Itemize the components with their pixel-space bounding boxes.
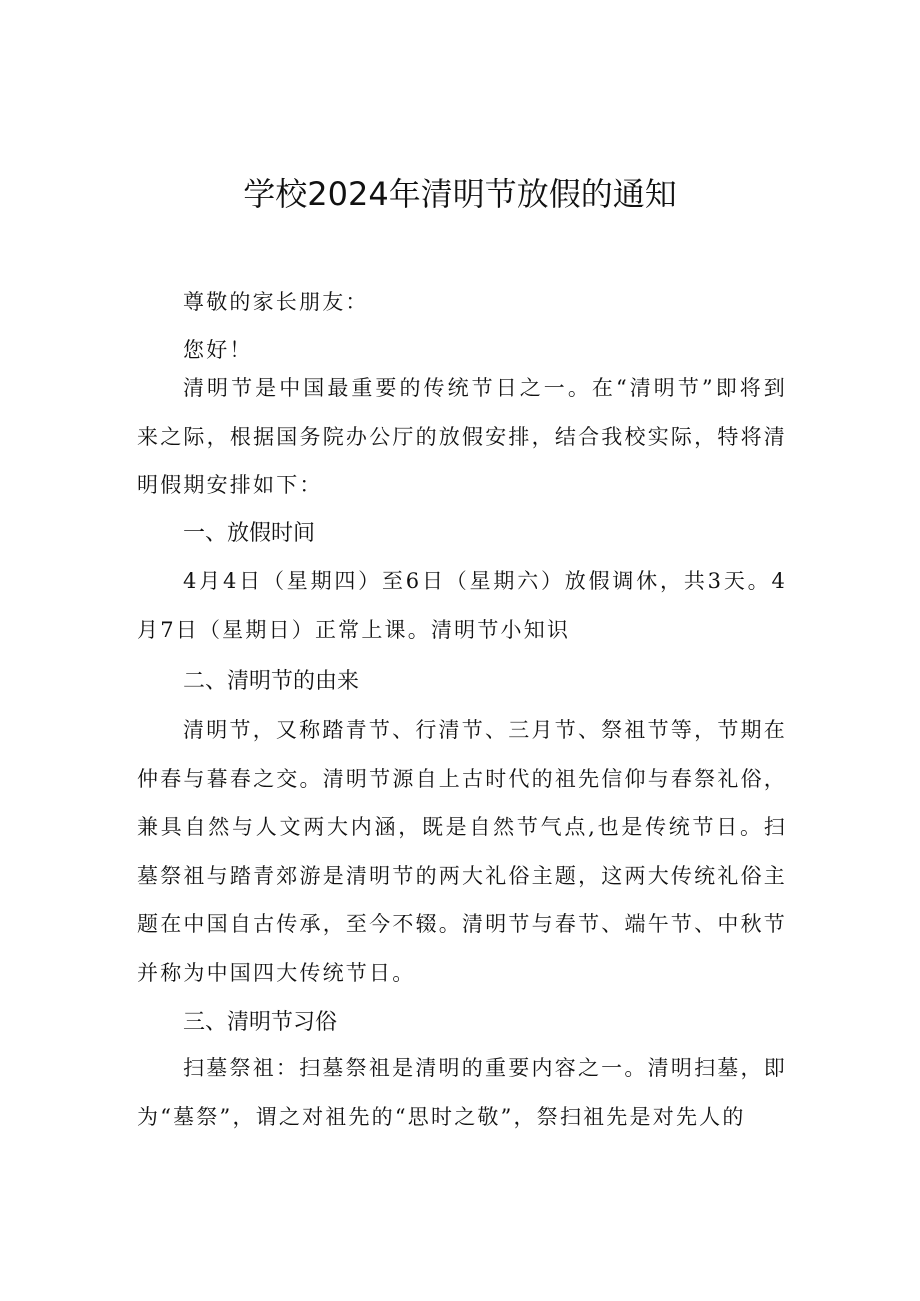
section-paragraph-holiday-time: 4月4日（星期四）至6日（星期六）放假调休，共3天。4月7日（星期日）正常上课。清明节小知识 bbox=[137, 569, 787, 642]
section-paragraph-origin: 清明节，又称踏青节、行清节、三月节、祭祖节等，节期在仲春与暮春之交。清明节源自上古时代的祖先信仰与春祭礼俗，兼具自然与人文两大内涵，既是自然节气点,也是传统节日。扫墓祭祖与踏青郊游是清明节的两大礼俗主题，这两大传统礼俗主题在中国自古传承，至今不辍。清明节与春节、端午节、中秋节并称为中国四大传统节日。 bbox=[137, 718, 787, 985]
intro-paragraph: 清明节是中国最重要的传统节日之一。在“清明节”即将到来之际，根据国务院办公厅的放假安排，结合我校实际，特将清明假期安排如下： bbox=[137, 376, 787, 497]
salutation: 尊敬的家长朋友： bbox=[183, 290, 369, 314]
document-title: 学校2024年清明节放假的通知 bbox=[243, 175, 677, 213]
section-heading-customs: 三、清明节习俗 bbox=[183, 1010, 338, 1035]
section-heading-origin: 二、清明节的由来 bbox=[183, 669, 360, 694]
section-paragraph-customs: 扫墓祭祖：扫墓祭祖是清明的重要内容之一。清明扫墓，即为“墓祭”，谓之对祖先的“思时之敬”，祭扫祖先是对先人的 bbox=[137, 1056, 787, 1129]
greeting: 您好！ bbox=[183, 338, 253, 362]
section-heading-holiday-time: 一、放假时间 bbox=[183, 521, 316, 546]
